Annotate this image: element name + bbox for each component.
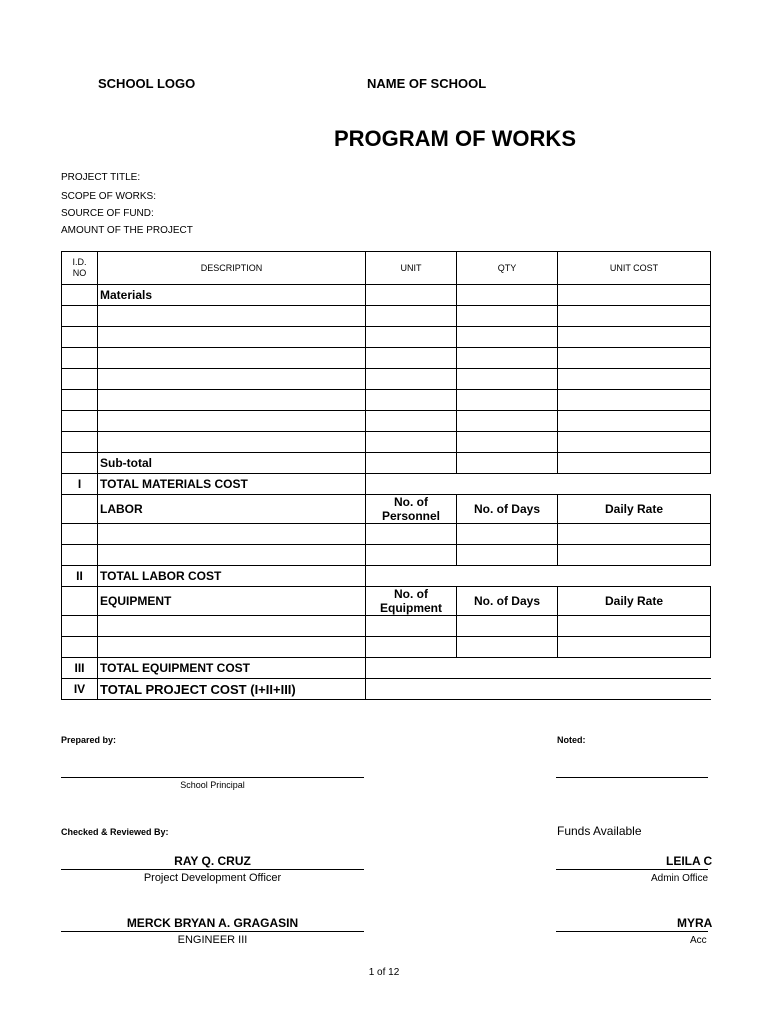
right-signatory-name-2: MYRA	[677, 916, 713, 930]
total-labor-label: TOTAL LABOR COST	[98, 566, 366, 587]
table-row	[62, 327, 711, 348]
roman-numeral: I	[62, 474, 98, 495]
subtotal-label: Sub-total	[98, 453, 366, 474]
labor-label: LABOR	[98, 495, 366, 524]
checked-reviewed-label: Checked & Reviewed By:	[61, 827, 169, 837]
no-of-days-header: No. of Days	[457, 587, 558, 616]
table-row	[62, 545, 711, 566]
materials-row	[62, 285, 711, 306]
table-row	[62, 369, 711, 390]
right-signatory-name-1: LEILA C	[666, 854, 713, 868]
no-of-days-header: No. of Days	[457, 495, 558, 524]
school-logo-label: SCHOOL LOGO	[98, 76, 196, 91]
scope-of-works-label: SCOPE OF WORKS:	[61, 191, 157, 202]
engineer-name: MERCK BRYAN A. GRAGASIN	[126, 916, 299, 930]
equipment-header-row	[62, 587, 711, 616]
unit-cost-header: UNIT COST	[558, 252, 711, 285]
subtotal-row	[62, 453, 711, 474]
table-row	[62, 348, 711, 369]
signature-line	[556, 931, 708, 932]
table-row	[62, 432, 711, 453]
description-header: DESCRIPTION	[98, 252, 366, 285]
no-of-equipment-header: No. of Equipment	[366, 587, 457, 616]
materials-label: Materials	[98, 285, 366, 306]
officer-name: RAY Q. CRUZ	[174, 854, 251, 868]
roman-numeral: III	[62, 658, 98, 679]
source-of-fund-label: SOURCE OF FUND:	[61, 208, 154, 219]
total-materials-label: TOTAL MATERIALS COST	[98, 474, 366, 495]
total-materials-row	[62, 474, 711, 495]
equipment-label: EQUIPMENT	[98, 587, 366, 616]
roman-numeral: IV	[62, 679, 98, 700]
right-signatory-position-2: Acc	[690, 935, 707, 946]
officer-position: Project Development Officer	[143, 872, 282, 884]
daily-rate-header: Daily Rate	[558, 587, 711, 616]
engineer-position: ENGINEER III	[177, 934, 248, 946]
total-equipment-label: TOTAL EQUIPMENT COST	[98, 658, 366, 679]
qty-header: QTY	[457, 252, 558, 285]
table-row	[62, 411, 711, 432]
no-of-personnel-header: No. of Personnel	[366, 495, 457, 524]
signature-line	[556, 777, 708, 778]
funds-available-label: Funds Available	[557, 824, 642, 838]
id-no-header: I.D. NO	[62, 252, 98, 285]
program-of-works-table	[61, 251, 711, 700]
table-row	[62, 616, 711, 637]
total-project-label: TOTAL PROJECT COST (I+II+III)	[98, 679, 366, 700]
total-project-row	[62, 679, 711, 700]
school-principal-label: School Principal	[180, 780, 245, 790]
signature-line	[61, 869, 364, 870]
signature-line	[61, 931, 364, 932]
document-title: PROGRAM OF WORKS	[334, 126, 576, 151]
daily-rate-header: Daily Rate	[558, 495, 711, 524]
noted-label: Noted:	[557, 735, 586, 745]
total-labor-row	[62, 566, 711, 587]
prepared-by-label: Prepared by:	[61, 735, 117, 745]
signature-line	[61, 777, 364, 778]
signature-line	[556, 869, 708, 870]
roman-numeral: II	[62, 566, 98, 587]
total-equipment-row	[62, 658, 711, 679]
unit-header: UNIT	[366, 252, 457, 285]
table-row	[62, 390, 711, 411]
page-number: 1 of 12	[368, 967, 400, 978]
school-name-label: NAME OF SCHOOL	[367, 76, 487, 91]
table-row	[62, 524, 711, 545]
project-title-label: PROJECT TITLE:	[61, 172, 141, 183]
amount-of-project-label: AMOUNT OF THE PROJECT	[61, 225, 193, 236]
table-row	[62, 306, 711, 327]
labor-header-row	[62, 495, 711, 524]
right-signatory-position-1: Admin Office	[651, 873, 709, 884]
table-header-row	[62, 252, 711, 285]
table-row	[62, 637, 711, 658]
